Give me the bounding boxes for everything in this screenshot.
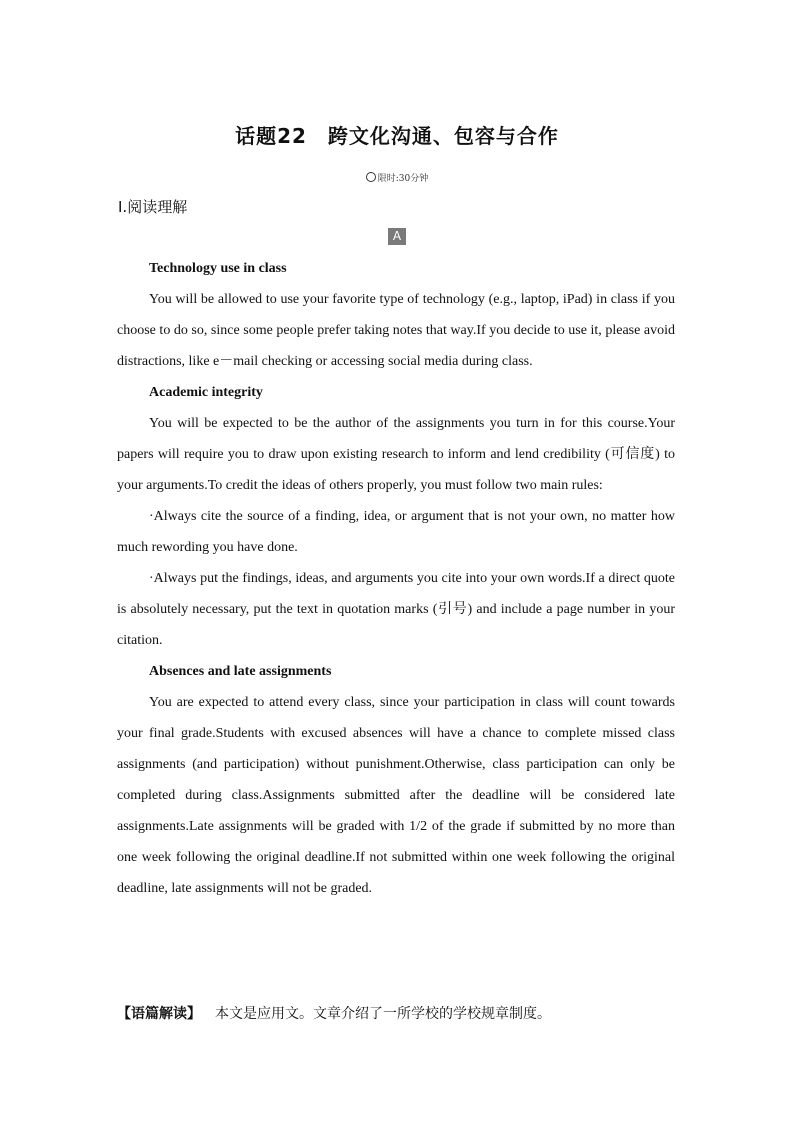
paragraph-heading: Absences and late assignments: [149, 664, 332, 679]
paragraph: You are expected to attend every class, since your participation in class will count towards your final grade.Students with excused absences will have a chance to complete missed class assignments (and participation) without punishment.Otherwise, class participation can only be completed during class.Assignments submitted after the deadline will be considered late assignments.Late assignments will be graded with 1/2 of the grade if submitted by no more than one week following the original deadline.If not submitted within one week following the original deadline, late assignments will not be graded.: [117, 695, 675, 896]
paragraph: ·Always cite the source of a finding, idea, or argument that is not your own, no matter how much rewording you have done.: [117, 509, 675, 555]
clock-icon: [366, 172, 376, 182]
passage-explanation: [117, 1003, 551, 1023]
explanation-label: 【语篇解读】: [117, 1006, 201, 1022]
passage-label: A: [388, 228, 406, 245]
paragraph: ·Always put the findings, ideas, and arguments you cite into your own words.If a direct quote is absolutely necessary, put the text in quotation marks (引号) and include a page number in your citation.: [117, 571, 675, 648]
paragraph: You will be allowed to use your favorite type of technology (e.g., laptop, iPad) in class if you choose to do so, since some people prefer taking notes that way.If you decide to use it, please avoid distractions, like e－mail checking or accessing social media during class.: [117, 292, 675, 369]
page-title: 话题22 跨文化沟通、包容与合作: [235, 124, 559, 148]
passage-body: [117, 253, 675, 904]
paragraph-heading: Technology use in class: [149, 261, 287, 276]
explanation-text: 本文是应用文。文章介绍了一所学校的学校规章制度。: [215, 1006, 551, 1022]
paragraph-heading: Academic integrity: [149, 385, 263, 400]
section-heading: Ⅰ.阅读理解: [118, 198, 188, 216]
time-limit-text: 限时:30分钟: [377, 174, 429, 184]
paragraph: You will be expected to be the author of the assignments you turn in for this course.Your papers will require you to draw upon existing research to inform and lend credibility (可信度) to your arguments.To credit the ideas of others properly, you must follow two main rules:: [117, 416, 675, 493]
time-limit: [0, 171, 794, 184]
